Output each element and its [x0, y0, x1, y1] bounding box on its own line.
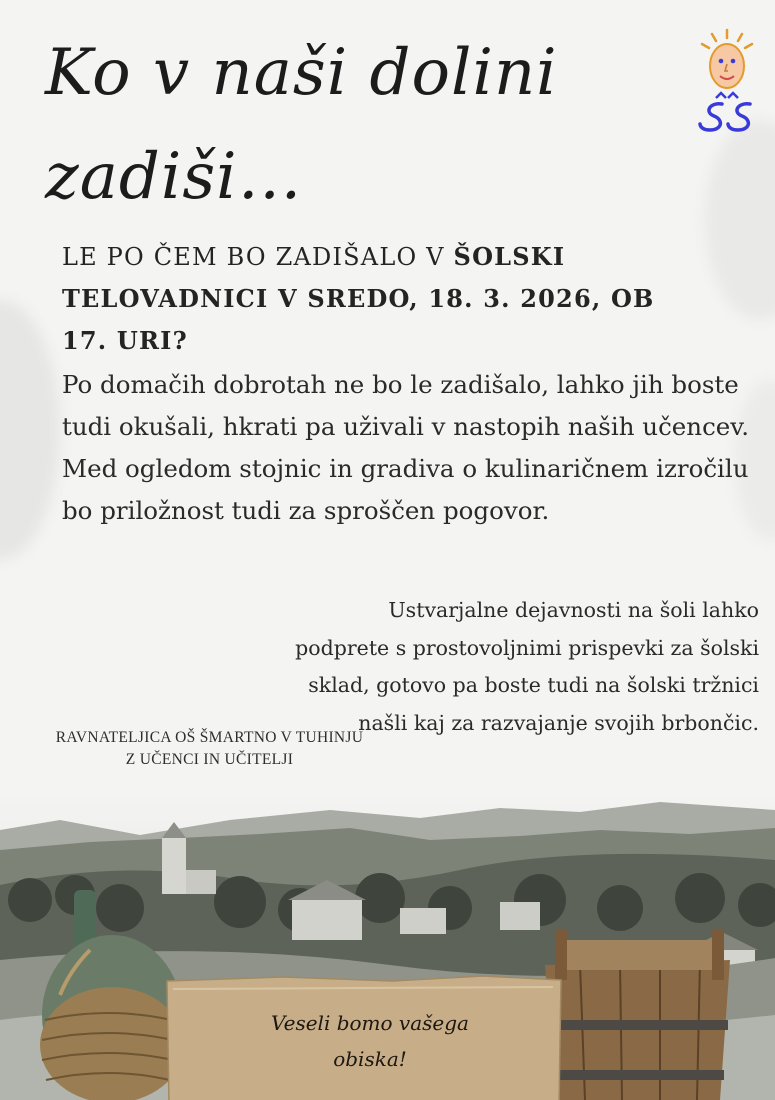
headline-details: ŠOLSKI TELOVADNICI V SREDO, 18. 3. 2026, OB 17. URI?	[62, 242, 655, 355]
wooden-bucket-icon	[545, 930, 730, 1100]
closing-line-1: Veseli bomo vašega	[271, 1011, 469, 1035]
poster-title-line-1: Ko v naši dolini	[45, 36, 558, 110]
closing-line-2: obiska!	[333, 1047, 407, 1071]
school-logo-icon	[692, 26, 762, 138]
signature-line-1: RAVNATELJICA OŠ ŠMARTNO V TUHINJU	[55, 729, 364, 746]
signature	[22, 727, 397, 771]
event-headline	[62, 236, 702, 362]
poster-title-line-2: zadiši…	[45, 140, 303, 214]
closing-message	[205, 1005, 535, 1077]
paper-smudge	[0, 300, 60, 560]
headline-lead: LE PO ČEM BO ZADIŠALO V	[62, 243, 454, 271]
paper-smudge	[705, 120, 775, 320]
donation-note: Ustvarjalne dejavnosti na šoli lahko podprete s prostovoljnimi prispevki za šolski sklad, gotovo pa boste tudi na šolski tržnici našli kaj za razvajanje svojih brbončic.	[295, 598, 759, 735]
signature-line-2: Z UČENCI IN UČITELJI	[125, 751, 294, 768]
event-description: Po domačih dobrotah ne bo le zadišalo, lahko jih boste tudi okušali, hkrati pa uživali v nastopih naših učencev. Med ogledom stojnic in gradiva o kulinaričnem izročilu bo priložnost tudi za sproščen pogovor.	[62, 370, 750, 525]
